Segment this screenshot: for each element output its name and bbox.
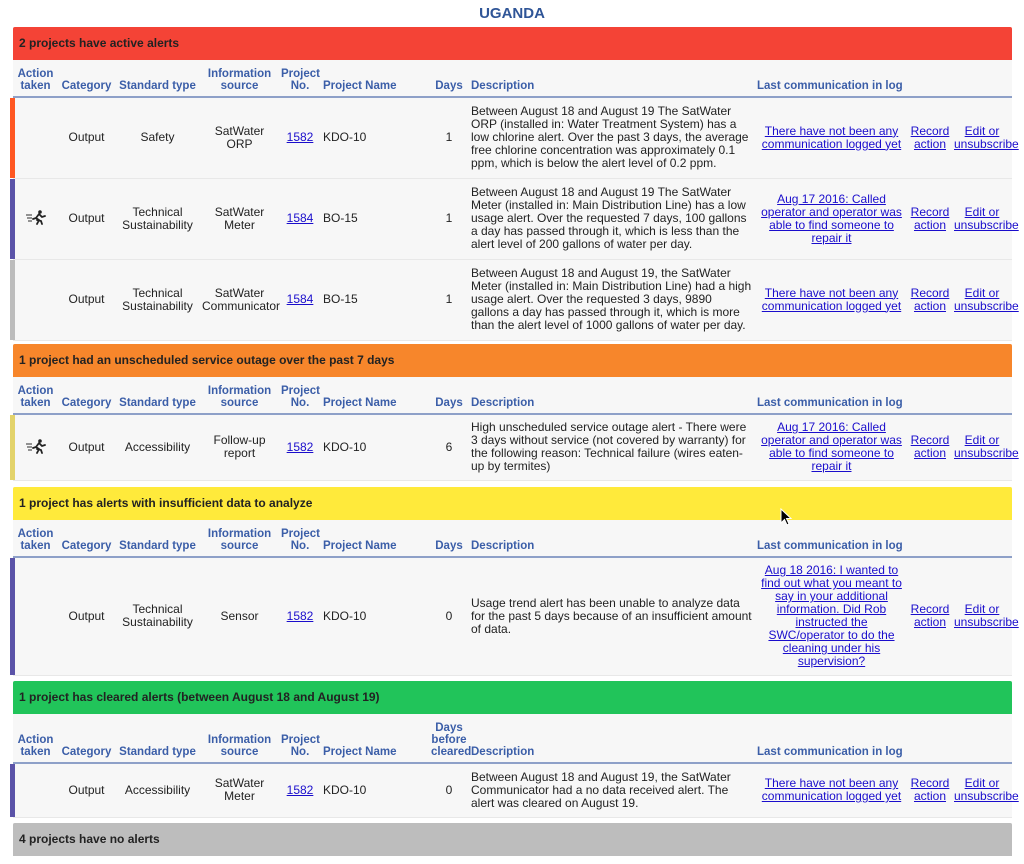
days-cell: 1 [429,97,469,178]
status-stripe [10,558,15,675]
section-header: 2 projects have active alerts [13,27,1012,60]
table-row [13,557,1012,675]
project-no-link[interactable]: 1584 [286,211,314,225]
col-last-communication: Last communication in log [755,377,1012,414]
col-days: Days [429,377,469,414]
col-project-no: Project No. [279,714,321,763]
col-category: Category [58,714,115,763]
alerts-table [13,520,1019,676]
category-cell: Output [58,178,115,259]
edit-unsubscribe-link[interactable]: Edit or unsubscribe [954,285,1019,313]
project-name-cell: KDO-10 [321,97,429,178]
category-cell: Output [58,763,115,817]
table-row [13,414,1012,480]
record-action-link[interactable]: Record action [910,776,950,804]
section-header[interactable]: 4 projects have no alerts [13,823,1012,856]
table-header-row [13,714,1012,763]
description-cell: Between August 18 and August 19 The SatWater Meter (installed in: Main Distribution Line) has a low usage alert. Over the requested 7 days, 100 gallons a day has passed through it, which is less than the alert level of 200 gallons of water per day. [469,178,755,259]
standard-type-cell: Technical Sustainability [115,259,200,340]
project-name-cell: BO-15 [321,259,429,340]
project-name-cell: KDO-10 [321,763,429,817]
project-no-link[interactable]: 1582 [286,439,314,454]
col-project-name: Project Name [321,377,429,414]
record-action-link[interactable]: Record action [910,123,950,151]
last-communication-link[interactable]: Aug 18 2016: I wanted to find out what you meant to say in your additional information. Did Rob instructed the SWC/operator to do the cleaning under his supervision? [761,563,902,669]
section-header: 1 project has alerts with insufficient data to analyze [13,487,1012,520]
standard-type-cell: Safety [115,97,200,178]
action-taken-cell [13,259,58,340]
description-cell: Between August 18 and August 19, the SatWater Meter (installed in: Main Distribution Line) had a high usage alert. Over the requested 3 days, 9890 gallons a day has passed through it, which is more than the alert level of 1000 gallons of water per day. [469,259,755,340]
information-source-cell: SatWater Meter [200,763,279,817]
col-standard-type: Standard type [115,60,200,97]
alerts-table [13,714,1019,818]
col-standard-type: Standard type [115,520,200,557]
col-days-before-cleared: Days before cleared [429,714,469,763]
col-information-source: Information source [200,520,279,557]
edit-unsubscribe-link[interactable]: Edit or unsubscribe [954,602,1019,630]
edit-unsubscribe-link[interactable]: Edit or unsubscribe [954,123,1019,151]
last-communication-link[interactable]: Aug 17 2016: Called operator and operator was able to find someone to repair it [761,191,902,245]
standard-type-cell: Accessibility [115,414,200,480]
col-action-taken: Action taken [13,60,58,97]
description-cell: Between August 18 and August 19 The SatWater ORP (installed in: Water Treatment System) has a low chlorine alert. Over the past 3 days, the average free chlorine concentration was approximately 0.1 ppm, which is below the alert level of 0.2 ppm. [469,97,755,178]
last-communication-link[interactable]: Aug 17 2016: Called operator and operator was able to find someone to repair it [761,420,902,474]
days-cell: 6 [429,414,469,480]
section-header: 1 project has cleared alerts (between August 18 and August 19) [13,681,1012,714]
col-category: Category [58,520,115,557]
category-cell: Output [58,557,115,675]
col-last-communication: Last communication in log [755,60,1012,97]
col-description: Description [469,520,755,557]
days-cell: 0 [429,763,469,817]
section-header: 1 project had an unscheduled service outage over the past 7 days [13,344,1012,377]
col-project-name: Project Name [321,520,429,557]
information-source-cell: Sensor [200,557,279,675]
description-cell: Usage trend alert has been unable to analyze data for the past 5 days because of an insufficient amount of data. [469,557,755,675]
col-last-communication: Last communication in log [755,714,1012,763]
col-project-no: Project No. [279,377,321,414]
table-row [13,178,1012,259]
information-source-cell: SatWater ORP [200,97,279,178]
last-communication-link[interactable]: There have not been any communication logged yet [761,776,902,804]
col-action-taken: Action taken [13,520,58,557]
standard-type-cell: Accessibility [115,763,200,817]
section-service-outage [13,344,1019,481]
days-cell: 0 [429,557,469,675]
status-stripe [10,260,15,340]
table-header-row [13,377,1012,414]
days-cell: 1 [429,259,469,340]
description-cell: High unscheduled service outage alert - There were 3 days without service (not covered by warranty) for the following reason: Technical failure (wires eaten-up by termites) [469,414,755,480]
record-action-link[interactable]: Record action [910,204,950,232]
information-source-cell: SatWater Meter [200,178,279,259]
col-project-no: Project No. [279,520,321,557]
category-cell: Output [58,97,115,178]
alerts-table [13,60,1019,341]
col-project-no: Project No. [279,60,321,97]
project-no-link[interactable]: 1582 [286,130,314,145]
record-action-link[interactable]: Record action [910,285,950,313]
col-action-taken: Action taken [13,714,58,763]
table-header-row [13,60,1012,97]
table-row [13,97,1012,178]
section-active-alerts [13,27,1019,341]
col-project-name: Project Name [321,60,429,97]
action-taken-cell [13,557,58,675]
project-name-cell: BO-15 [321,178,429,259]
runner-icon [25,209,47,225]
col-description: Description [469,714,755,763]
col-category: Category [58,377,115,414]
status-stripe [10,98,15,178]
col-standard-type: Standard type [115,714,200,763]
table-row [13,763,1012,817]
project-no-link[interactable]: 1584 [286,292,314,306]
status-stripe [10,415,15,480]
section-cleared-alerts [13,681,1019,818]
status-stripe [10,179,15,259]
col-information-source: Information source [200,714,279,763]
category-cell: Output [58,259,115,340]
col-information-source: Information source [200,60,279,97]
edit-unsubscribe-link[interactable]: Edit or unsubscribe [954,433,1019,461]
project-no-link[interactable]: 1582 [286,608,314,623]
table-row [13,259,1012,340]
edit-unsubscribe-link[interactable]: Edit or unsubscribe [954,776,1019,804]
days-cell: 1 [429,178,469,259]
project-no-link[interactable]: 1582 [286,782,314,797]
col-project-name: Project Name [321,714,429,763]
category-cell: Output [58,414,115,480]
record-action-link[interactable]: Record action [910,433,950,461]
section-no-alerts [13,823,1012,856]
action-taken-cell [13,414,58,480]
record-action-link[interactable]: Record action [910,602,950,630]
col-days: Days [429,520,469,557]
information-source-cell: Follow-up report [200,414,279,480]
col-description: Description [469,60,755,97]
last-communication-link[interactable]: There have not been any communication logged yet [761,123,902,151]
action-taken-cell [13,178,58,259]
project-name-cell: KDO-10 [321,414,429,480]
description-cell: Between August 18 and August 19, the SatWater Communicator had a no data received alert. The alert was cleared on August 19. [469,763,755,817]
runner-icon [25,438,47,454]
col-last-communication: Last communication in log [755,520,1012,557]
col-action-taken: Action taken [13,377,58,414]
col-category: Category [58,60,115,97]
col-standard-type: Standard type [115,377,200,414]
last-communication-link[interactable]: There have not been any communication logged yet [761,285,902,313]
action-taken-cell [13,763,58,817]
col-days: Days [429,60,469,97]
col-information-source: Information source [200,377,279,414]
mouse-cursor-icon [780,508,794,528]
project-name-cell: KDO-10 [321,557,429,675]
information-source-cell: SatWater Communicator [200,259,279,340]
action-taken-cell [13,97,58,178]
standard-type-cell: Technical Sustainability [115,557,200,675]
edit-unsubscribe-link[interactable]: Edit or unsubscribe [954,204,1019,232]
table-header-row [13,520,1012,557]
section-insufficient-data [13,487,1019,676]
alerts-table [13,377,1019,481]
page-title: UGANDA [479,5,545,22]
status-stripe [10,764,15,817]
standard-type-cell: Technical Sustainability [115,178,200,259]
col-description: Description [469,377,755,414]
